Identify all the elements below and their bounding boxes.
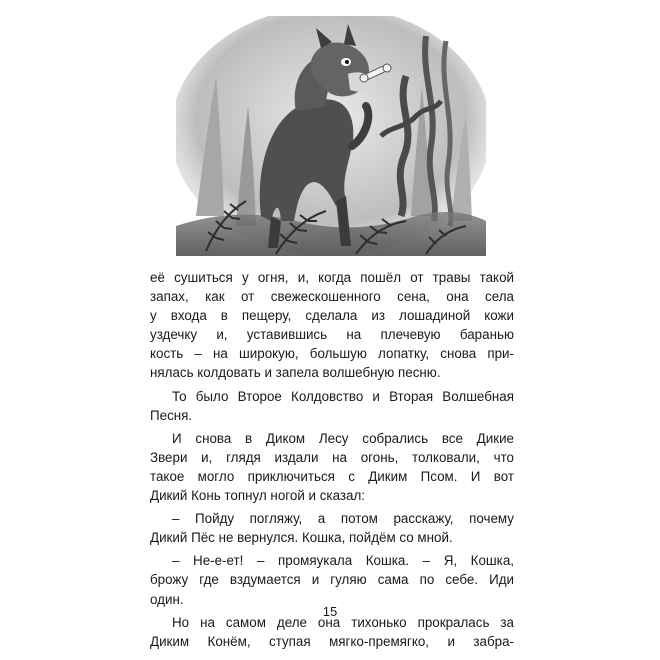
paragraph bbox=[150, 429, 514, 505]
text-line: Дикий Конь топнул ногой и сказал: bbox=[150, 488, 365, 504]
text-line: нялась колдовать и запела волшебную песню. bbox=[150, 365, 441, 381]
text-line: Звери и, глядя издали на огонь, толковали, что bbox=[150, 449, 514, 465]
paragraph bbox=[150, 268, 514, 383]
text-line: запах, как от свежескошенного сена, она села bbox=[150, 289, 514, 305]
paragraph bbox=[150, 551, 514, 608]
wild-dog-illustration bbox=[176, 16, 486, 256]
text-line: брожу где вздумается и гуляю сама по себе. Иди bbox=[150, 572, 514, 588]
page-number: 15 bbox=[322, 604, 338, 619]
text-line: один. bbox=[150, 591, 184, 607]
text-line: такое могло приключиться с Диким Псом. И вот bbox=[150, 468, 514, 484]
text-line: Но на самом деле она тихонько прокралась за bbox=[172, 614, 514, 630]
text-line: И снова в Диком Лесу собрались все Дикие bbox=[172, 430, 514, 446]
text-line: Диким Конём, ступая мягко-премягко, и забра- bbox=[150, 633, 514, 649]
text-line: уздечку и, уставившись на плечевую баранью bbox=[150, 327, 514, 343]
paragraph bbox=[150, 509, 514, 547]
text-line: у входа в пещеру, сделала из лошадиной кожи bbox=[150, 308, 514, 324]
text-line: То было Второе Колдовство и Вторая Волшебная bbox=[172, 388, 514, 404]
text-line: – Не-е-ет! – промяукала Кошка. – Я, Кошка, bbox=[172, 553, 514, 569]
paragraph bbox=[150, 387, 514, 425]
text-line: её сушиться у огня, и, когда пошёл от травы такой bbox=[150, 270, 514, 285]
text-line: Песня. bbox=[150, 407, 193, 423]
text-line: – Пойду погляжу, а потом расскажу, почему bbox=[172, 511, 514, 527]
text-line: Дикий Пёс не вернулся. Кошка, пойдём со мной. bbox=[150, 530, 453, 546]
story-text bbox=[150, 268, 514, 655]
text-line: кость – на широкую, большую лопатку, снова при- bbox=[150, 346, 514, 362]
